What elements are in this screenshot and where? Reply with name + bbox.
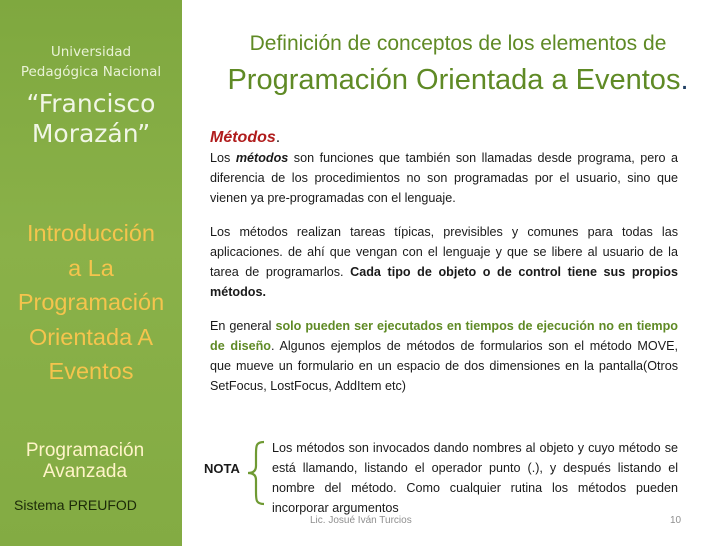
page-number: 10 bbox=[670, 515, 682, 526]
p1-text-a: Los bbox=[210, 151, 236, 165]
course-title-line4: Orientada A bbox=[28, 323, 154, 350]
paragraph-tasks bbox=[210, 222, 678, 302]
section-heading-period: . bbox=[275, 129, 281, 146]
p3-text-a: En general bbox=[210, 319, 276, 333]
p1-text-c: son funciones que también son llamadas desde programa, pero a diferencia de los procedimientos no son programadas por el usuario, sino que vienen ya pre-programadas con el lenguaje. bbox=[210, 151, 678, 205]
p2-text-a: Los métodos realizan tareas típicas, previsibles y comunes para todas las aplicaciones. de ahí que vengan con el lenguaje y que se libere al usuario de la tarea de programarlos. bbox=[210, 225, 678, 279]
subject-title bbox=[10, 440, 160, 482]
university-name-line1: Universidad bbox=[50, 44, 132, 60]
slide-title-period: . bbox=[680, 64, 689, 96]
slide-title-main: Programación Orientada a Eventos bbox=[227, 64, 681, 96]
course-title-line5: Eventos bbox=[48, 358, 134, 384]
section-heading bbox=[210, 128, 678, 148]
footer-author: Lic. Josué Iván Turcios bbox=[310, 515, 412, 526]
curly-brace-icon bbox=[244, 440, 268, 506]
university-name-line2: Pedagógica Nacional bbox=[20, 64, 162, 80]
p3-text-highlight: solo pueden ser ejecutados en tiempos de ejecución no en tiempo de diseño bbox=[210, 319, 678, 353]
subject-title-line2: Avanzada bbox=[42, 461, 128, 482]
slide-title-line2 bbox=[208, 64, 708, 97]
paragraph-definition bbox=[210, 148, 678, 208]
note-label: NOTA bbox=[204, 461, 240, 476]
section-heading-text: Métodos bbox=[210, 129, 276, 146]
system-label: Sistema PREUFOD bbox=[14, 497, 137, 513]
paragraph-execution bbox=[210, 316, 678, 396]
university-name-line3: “Francisco Morazán” bbox=[26, 89, 156, 148]
p1-text-emphasis: métodos bbox=[235, 151, 289, 165]
course-title bbox=[6, 216, 176, 389]
note-text: Los métodos son invocados dando nombres al objeto y cuyo método se está llamando, listando el operador punto (.), y después listando el nombre del método. Como cualquier rutina los métodos pueden incorporar argumentos bbox=[272, 441, 678, 515]
sidebar-panel bbox=[0, 0, 182, 546]
subject-title-line1: Programación bbox=[25, 440, 145, 461]
p2-text-bold: Cada tipo de objeto o de control tiene sus propios métodos. bbox=[210, 265, 679, 299]
p3-text-c: . Algunos ejemplos de métodos de formularios son el método MOVE, que mueve un formulario en un espacio de dos dimensiones en la pantalla(Otros SetFocus, LostFocus, AddItem etc) bbox=[210, 339, 678, 393]
course-title-line1: Introducción bbox=[26, 220, 156, 246]
course-title-line2: a La bbox=[68, 254, 114, 281]
course-title-line3: Programación bbox=[17, 289, 165, 315]
slide-title-line1: Definición de conceptos de los elementos de bbox=[249, 32, 667, 55]
slide-body bbox=[210, 128, 678, 396]
